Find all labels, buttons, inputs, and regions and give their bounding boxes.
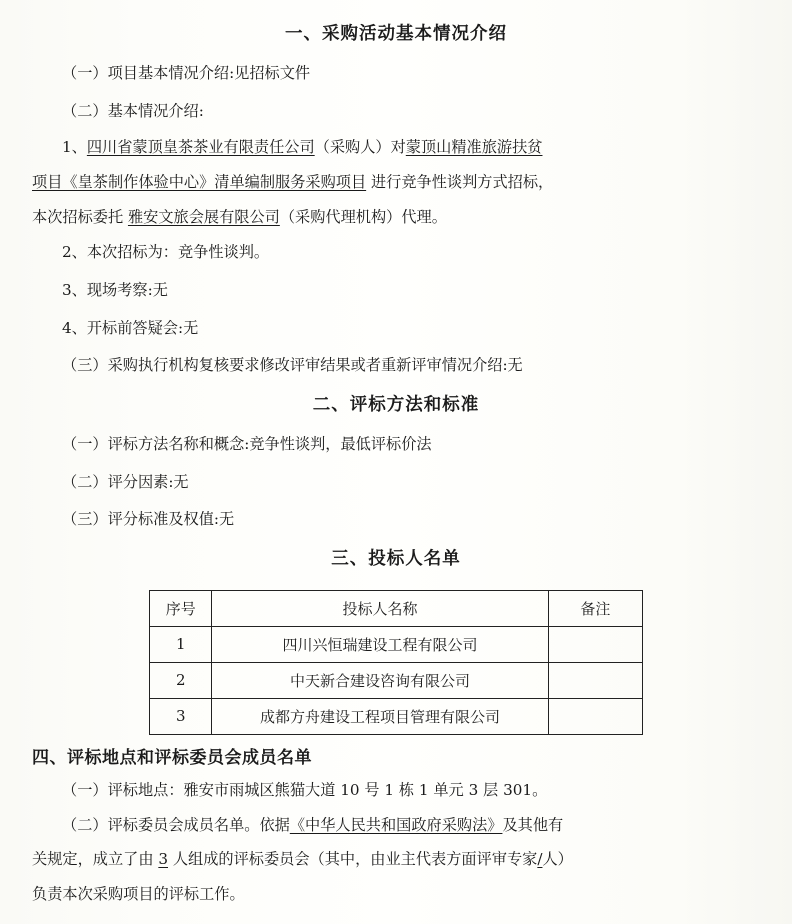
committee-member-count: 3 [158, 850, 168, 869]
paragraph-procurement-detail-line1 [28, 130, 764, 165]
law-reference: 《中华人民共和国政府采购法》 [289, 815, 503, 834]
cell-bidder-name: 中天新合建设咨询有限公司 [212, 662, 548, 698]
paragraph-score-factors: （二）评分因素:无 [62, 472, 189, 491]
section-heading-4: 四、评标地点和评标委员会成员名单 [32, 747, 312, 768]
bidders-table [149, 590, 643, 735]
section-heading-3: 三、投标人名单 [331, 548, 461, 569]
column-header-remark: 备注 [548, 590, 642, 626]
paragraph-project-basic-info: （一）项目基本情况介绍:见招标文件 [62, 64, 311, 82]
committee-line2-prefix: 关规定，成立了由 [32, 850, 159, 869]
table-row [150, 698, 643, 734]
section-heading-2: 二、评标方法和标准 [312, 394, 480, 415]
paragraph-eval-location: （一）评标地点：雅安市雨城区熊猫大道 10 号 1 栋 1 单元 3 层 301。 [62, 780, 548, 799]
owner-rep-expert-count: / [537, 850, 543, 869]
committee-mid-3: 人） [542, 850, 573, 869]
project-name-part1: 蒙顶山精准旅游扶贫 [405, 138, 543, 157]
purchaser-name: 四川省蒙顶皇茶茶业有限责任公司 [86, 138, 315, 157]
paragraph-committee-line2 [28, 842, 764, 877]
paragraph-eval-method: （一）评标方法名称和概念:竞争性谈判，最低评标价法 [62, 434, 432, 453]
list-index-1: 1、 [62, 138, 87, 157]
text-tail: （采购代理机构）代理。 [279, 207, 447, 226]
cell-bidder-name: 成都方舟建设工程项目管理有限公司 [212, 698, 548, 734]
section-heading-1: 一、采购活动基本情况介绍 [285, 24, 507, 44]
paragraph-procurement-detail-line2 [28, 165, 764, 200]
cell-no: 2 [150, 662, 212, 698]
table-row [150, 626, 643, 662]
paragraph-basic-info-label: （二）基本情况介绍: [62, 101, 204, 120]
committee-mid-1: 及其他有 [502, 815, 564, 834]
table-header-row [150, 590, 643, 626]
cell-no: 1 [150, 626, 212, 662]
cell-remark [548, 626, 642, 662]
text-mid-1: （采购人）对 [314, 138, 406, 157]
paragraph-committee-line1 [28, 808, 764, 843]
paragraph-review-modification: （三）采购执行机构复核要求修改评审结果或者重新评审情况介绍:无 [62, 356, 523, 375]
paragraph-site-visit: 3、现场考察:无 [62, 281, 168, 300]
paragraph-committee-line3: 负责本次采购项目的评标工作。 [32, 884, 245, 903]
text-mid-2: 进行竞争性谈判方式招标， [366, 172, 554, 191]
table-row [150, 662, 643, 698]
paragraph-bid-type: 2、本次招标为：竞争性谈判。 [62, 243, 270, 262]
paragraph-prebid-qa: 4、开标前答疑会:无 [62, 318, 199, 337]
project-name-part2: 项目《皇茶制作体验中心》清单编制服务采购项目 [32, 172, 367, 191]
committee-lead-text: （二）评标委员会成员名单。依据 [62, 815, 290, 834]
cell-no: 3 [150, 698, 212, 734]
cell-bidder-name: 四川兴恒瑞建设工程有限公司 [212, 626, 548, 662]
cell-remark [548, 698, 642, 734]
column-header-no: 序号 [150, 590, 212, 626]
text-mid-3: 本次招标委托 [32, 207, 128, 226]
agency-name: 雅安文旅会展有限公司 [127, 207, 280, 226]
cell-remark [548, 662, 642, 698]
column-header-bidder-name: 投标人名称 [212, 590, 548, 626]
paragraph-procurement-detail-line3 [28, 200, 764, 235]
committee-mid-2: 人组成的评标委员会（其中，由业主代表方面评审专家 [168, 850, 538, 869]
paragraph-score-criteria: （三）评分标准及权值:无 [62, 510, 235, 529]
